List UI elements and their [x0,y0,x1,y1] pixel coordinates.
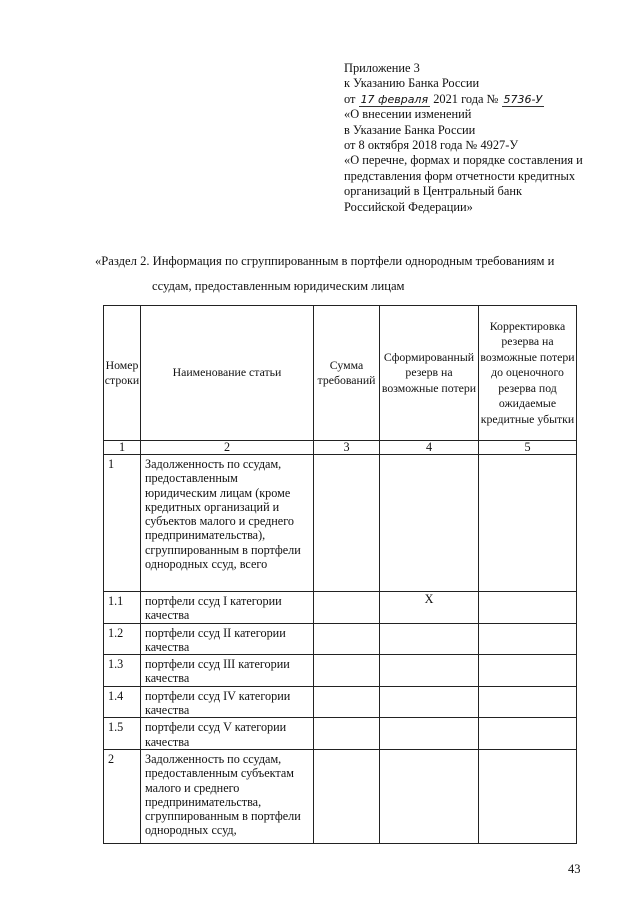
header-line-9: организаций в Центральный банк [344,184,522,199]
cell-reserve-adjustment [479,686,577,718]
row-name: Задолженность по ссудам, предоставленным субъектам малого и среднего предпринимательства, сгруппированным в портфели однородных ссуд, [141,749,314,843]
column-index: 2 [141,441,314,455]
section-title-line-2: ссудам, предоставленным юридическим лицам [152,279,405,293]
cell-reserve-adjustment [479,592,577,624]
header-line-6: от 8 октября 2018 года № 4927-У [344,138,519,153]
cell-reserve-adjustment [479,718,577,750]
cell-reserve [380,718,479,750]
header-item-name: Наименование статьи [141,306,314,441]
appendix-header [344,61,624,215]
report-table-container [103,305,577,844]
row-number: 1.3 [104,655,141,687]
table-row [104,623,577,655]
table-row [104,455,577,592]
header-line-10: Российской Федерации» [344,199,473,214]
report-table [103,305,577,844]
cell-claims-amount [314,655,380,687]
row-name: Задолженность по ссудам, предоставленным юридическим лицам (кроме кредитных организаций и субъектов малого и среднего предпринимательства), сгруппированным в портфели однородных ссуд, всего [141,455,314,592]
row-name: портфели ссуд I категории качества [141,592,314,624]
cell-reserve [380,686,479,718]
row-name: портфели ссуд V категории качества [141,718,314,750]
cell-reserve [380,623,479,655]
section-title-line-1: «Раздел 2. Информация по сгруппированным в портфели однородным требованиям и [95,254,555,268]
cell-claims-amount [314,623,380,655]
row-number: 1.5 [104,718,141,750]
row-name: портфели ссуд IV категории качества [141,686,314,718]
cell-reserve [380,655,479,687]
cell-claims-amount [314,718,380,750]
cell-reserve-adjustment [479,455,577,592]
row-number: 2 [104,749,141,843]
table-row [104,749,577,843]
cell-reserve [380,455,479,592]
column-index: 3 [314,441,380,455]
column-index: 1 [104,441,141,455]
appendix-reference: к Указанию Банка России [344,76,480,91]
column-index-row [104,441,577,455]
row-number: 1.4 [104,686,141,718]
cell-claims-amount [314,749,380,843]
header-row-number: Номер строки [104,306,141,441]
table-row [104,686,577,718]
row-number: 1 [104,455,141,592]
row-number: 1.1 [104,592,141,624]
cell-claims-amount [314,592,380,624]
column-index: 4 [380,441,479,455]
row-name: портфели ссуд II категории качества [141,623,314,655]
year-number-label: 2021 года № [433,91,499,106]
row-name: портфели ссуд III категории качества [141,655,314,687]
handwritten-date: 17 февраля [360,92,429,106]
column-index: 5 [479,441,577,455]
cell-reserve-adjustment [479,655,577,687]
table-header-row [104,306,577,441]
cell-reserve [380,749,479,843]
table-row [104,592,577,624]
page-number: 43 [568,862,581,876]
header-line-7: «О перечне, формах и порядке составления и [344,153,583,168]
header-line-4: «О внесении изменений [344,107,472,122]
table-row [104,655,577,687]
header-reserve-adjustment: Корректировка резерва на возможные потери до оценочного резерва под ожидаемые кредитные убытки [479,306,577,441]
header-line-8: представления форм отчетности кредитных [344,168,576,183]
header-claims-amount: Сумма требований [314,306,380,441]
cell-claims-amount [314,455,380,592]
cell-reserve: Х [380,592,479,624]
cell-reserve-adjustment [479,623,577,655]
appendix-date-line [344,92,624,107]
handwritten-document-number: 5736-У [503,92,543,106]
cell-reserve-adjustment [479,749,577,843]
appendix-number: Приложение 3 [344,61,420,75]
date-prefix: от [344,91,356,106]
table-row [104,718,577,750]
row-number: 1.2 [104,623,141,655]
header-line-5: в Указание Банка России [344,122,476,137]
header-reserve: Сформированный резерв на возможные потери [380,306,479,441]
cell-claims-amount [314,686,380,718]
section-title [95,253,575,294]
